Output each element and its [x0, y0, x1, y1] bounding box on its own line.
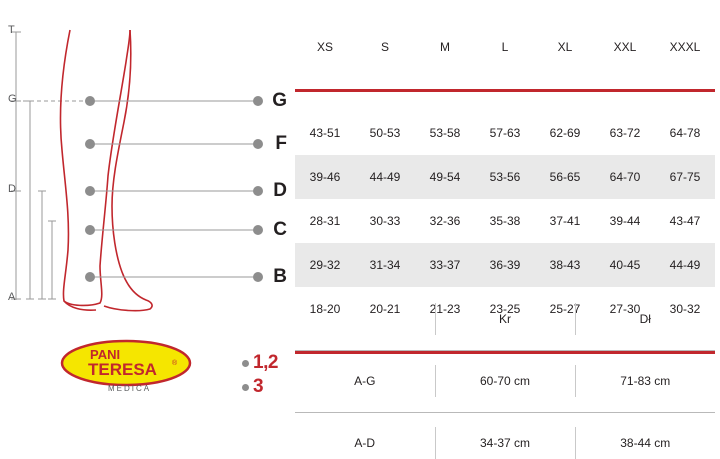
table-row [295, 199, 715, 243]
length-table-header-row [295, 303, 715, 335]
accent-rule [295, 89, 715, 92]
cell-C-s: 31-34 [355, 243, 415, 287]
cell-D-l: 35-38 [475, 199, 535, 243]
thin-rule [295, 412, 715, 413]
class-dot-icon [242, 384, 249, 391]
length-ad-dl: 38-44 cm [575, 427, 715, 459]
logo-brand-top: PANI [90, 347, 121, 362]
cell-F-m: 49-54 [415, 155, 475, 199]
length-col-header-dl: Dł [575, 303, 715, 335]
cell-B-l: 23-25 [475, 287, 535, 331]
cell-C-xl: 38-43 [535, 243, 595, 287]
length-row-rule-cell [295, 397, 715, 427]
cell-B-xxxl: 30-32 [655, 287, 715, 331]
length-header-rule-cell [295, 335, 715, 365]
length-row-segment-ad: A-D [354, 436, 376, 450]
cell-C-xs: 29-32 [295, 243, 355, 287]
logo-brand-main: TERESA [88, 360, 157, 379]
table-row [295, 243, 715, 287]
cell-F-xxxl: 67-75 [655, 155, 715, 199]
length-header-rule [295, 335, 715, 365]
cell-F-l: 53-56 [475, 155, 535, 199]
class-label-12: 1,2 [253, 352, 278, 373]
brand-logo [60, 337, 192, 395]
axis-label-A: A [8, 291, 16, 303]
length-ag-kr: 60-70 cm [435, 365, 575, 397]
point-label-B: B [273, 266, 287, 287]
point-label-G: G [272, 90, 287, 111]
cell-B-xs: 18-20 [295, 287, 355, 331]
col-header-xxl: XXL [613, 40, 637, 54]
cell-C-xxxl: 44-49 [655, 243, 715, 287]
length-table-panel [295, 303, 715, 459]
cell-D-xxl: 39-44 [595, 199, 655, 243]
cell-G-xxxl: 64-78 [655, 111, 715, 155]
axis-label-T: T [8, 24, 15, 36]
thin-rule [295, 350, 715, 351]
cell-F-xl: 56-65 [535, 155, 595, 199]
cell-F-s: 44-49 [355, 155, 415, 199]
length-ag-dl: 71-83 cm [575, 365, 715, 397]
cell-D-xs: 28-31 [295, 199, 355, 243]
cell-F-xxl: 64-70 [595, 155, 655, 199]
cell-G-s: 50-53 [355, 111, 415, 155]
logo-brand-sub: MEDICA [108, 384, 152, 393]
table-row [295, 155, 715, 199]
col-header-xs: XS [316, 40, 333, 54]
cell-G-xxl: 63-72 [595, 111, 655, 155]
header-rule [295, 69, 715, 111]
class-mark-1 [242, 352, 278, 374]
leg-diagram-panel [0, 0, 292, 419]
point-label-D: D [273, 180, 287, 201]
cell-G-l: 57-63 [475, 111, 535, 155]
cell-B-s: 20-21 [355, 287, 415, 331]
axis-label-G: G [8, 93, 17, 105]
class-mark-2 [242, 376, 263, 398]
cell-C-l: 36-39 [475, 243, 535, 287]
cell-F-xs: 39-46 [295, 155, 355, 199]
col-header-xxxl: XXXL [669, 40, 701, 54]
point-label-C: C [273, 219, 287, 240]
col-header-l: L [501, 40, 509, 54]
point-label-F: F [275, 133, 287, 154]
cell-G-m: 53-58 [415, 111, 475, 155]
header-rule-cell [295, 69, 715, 111]
length-row-segment-ag: A-G [354, 374, 376, 388]
cell-G-xl: 62-69 [535, 111, 595, 155]
col-header-xl: XL [557, 40, 573, 54]
cell-D-m: 32-36 [415, 199, 475, 243]
logo-registered-icon: ® [172, 360, 178, 367]
length-col-header-kr: Kr [435, 303, 575, 335]
axis-label-D: D [8, 183, 16, 195]
cell-D-xl: 37-41 [535, 199, 595, 243]
cell-B-m: 21-23 [415, 287, 475, 331]
cell-G-xs: 43-51 [295, 111, 355, 155]
class-dot-icon [242, 360, 249, 367]
col-header-s: S [380, 40, 389, 54]
cell-C-m: 33-37 [415, 243, 475, 287]
table-row [295, 427, 715, 459]
length-ad-kr: 34-37 cm [435, 427, 575, 459]
cell-B-xxl: 27-30 [595, 287, 655, 331]
cell-C-xxl: 40-45 [595, 243, 655, 287]
length-row-rule [295, 397, 715, 427]
class-label-3: 3 [253, 376, 264, 397]
table-row [295, 365, 715, 397]
compression-class-marks [242, 352, 298, 400]
col-header-m: M [440, 40, 450, 54]
cell-B-xl: 25-27 [535, 287, 595, 331]
cell-D-xxxl: 43-47 [655, 199, 715, 243]
length-col-header-empty [295, 303, 435, 335]
length-table [295, 303, 715, 459]
table-row [295, 111, 715, 155]
cell-D-s: 30-33 [355, 199, 415, 243]
size-table-header-row [295, 25, 715, 69]
